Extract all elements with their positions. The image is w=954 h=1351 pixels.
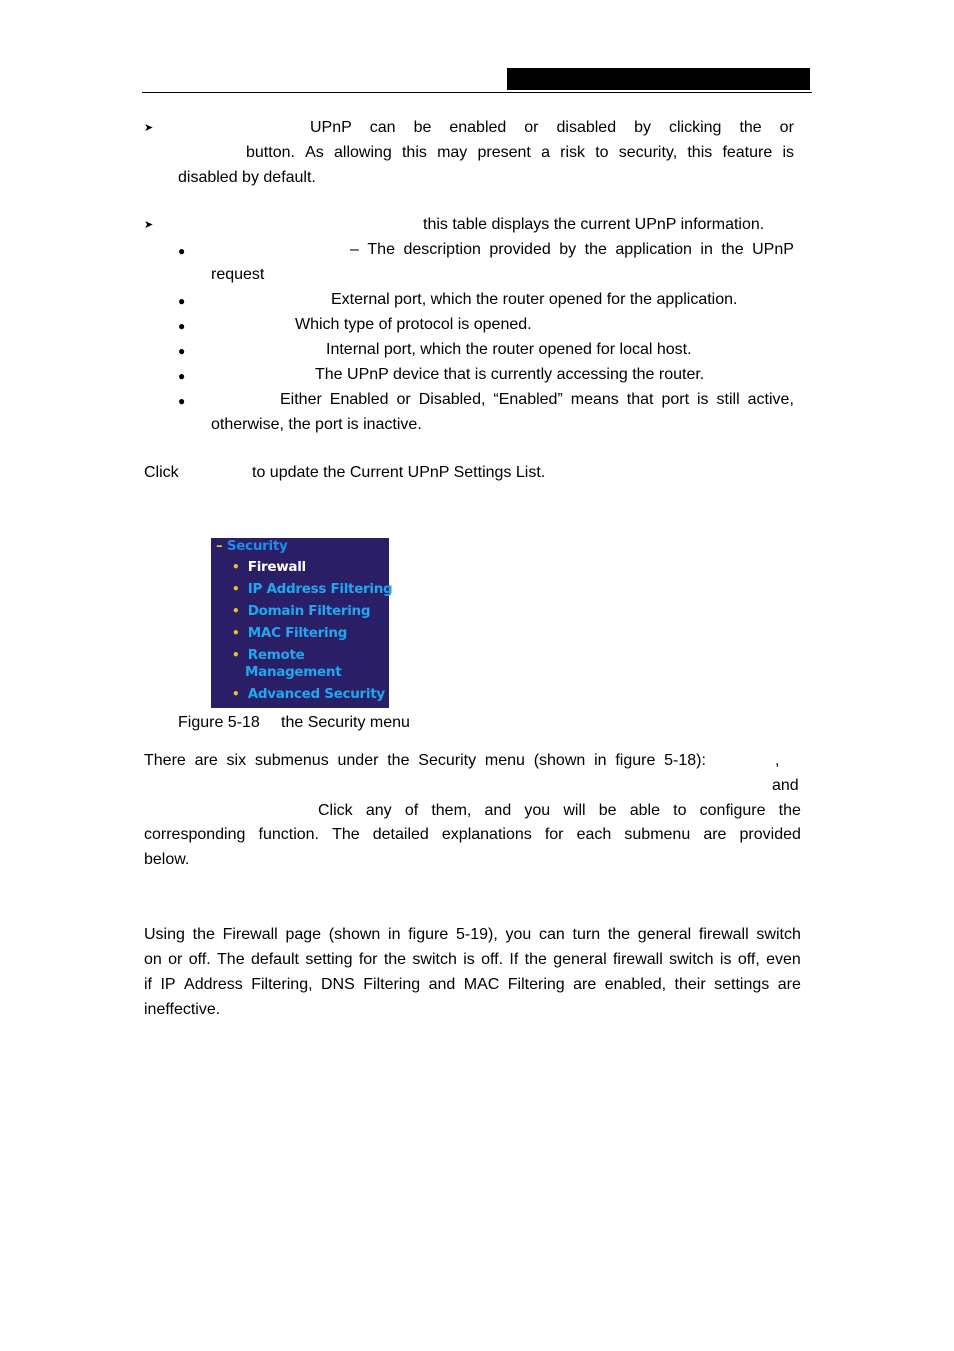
word: may: [437, 144, 468, 161]
word: the: [739, 119, 762, 136]
word: The: [217, 951, 245, 968]
word: you: [505, 926, 532, 943]
security-intro-line1: [144, 751, 706, 771]
arrow-bullet-icon: ➤: [144, 122, 154, 134]
word: are: [703, 826, 727, 843]
security-menu-header[interactable]: [216, 538, 288, 555]
menu-item-label: IP Address Filtering: [247, 581, 393, 597]
word: if: [144, 976, 152, 993]
word: able: [629, 802, 660, 819]
word: submenus: [254, 752, 329, 769]
word: to: [673, 802, 687, 819]
word: the: [524, 951, 547, 968]
word: Address: [184, 976, 243, 993]
word: IP: [160, 976, 176, 993]
word: 5-19),: [455, 926, 498, 943]
word: by: [559, 241, 577, 258]
word: the: [607, 926, 631, 943]
word: provided: [739, 826, 801, 843]
word: is: [782, 144, 794, 161]
upnp-protocol: Which type of protocol is opened.: [295, 316, 532, 333]
word: be: [413, 119, 432, 136]
upnp-ip-address: The UPnP device that is currently accessing the router.: [315, 366, 705, 383]
menu-item-firewall[interactable]: [232, 559, 306, 576]
word: explanations: [441, 826, 532, 843]
word: by: [634, 119, 651, 136]
upnp-status-line2: [246, 143, 794, 163]
word: (shown: [328, 926, 381, 943]
word: Security: [418, 752, 477, 769]
word: submenu: [624, 826, 691, 843]
menu-item-remote-management[interactable]: [232, 647, 304, 664]
word: in: [388, 926, 401, 943]
word: settings: [714, 976, 770, 993]
word: general: [553, 951, 607, 968]
word: security,: [618, 144, 678, 161]
word: are: [194, 752, 218, 769]
word: figure: [615, 752, 656, 769]
word: switch: [669, 951, 714, 968]
security-menu: [211, 538, 393, 708]
word: in: [700, 241, 713, 258]
word: –: [350, 241, 359, 258]
word: the: [387, 752, 410, 769]
word: allowing: [333, 144, 392, 161]
word: firewall: [698, 926, 749, 943]
word: feature: [722, 144, 773, 161]
word: disabled: [556, 119, 617, 136]
menu-item-label: MAC Filtering: [247, 625, 348, 641]
word: under: [337, 752, 379, 769]
word: enabled: [449, 119, 507, 136]
word: If: [509, 951, 519, 968]
bullet-dot-icon: •: [232, 687, 240, 701]
word: setting: [305, 951, 353, 968]
word: off.: [188, 951, 211, 968]
word: function.: [258, 826, 319, 843]
word: or: [524, 119, 539, 136]
word: MAC: [463, 976, 500, 993]
upnp-status-line1: [310, 118, 794, 138]
word: page: [285, 926, 322, 943]
word: to: [595, 144, 609, 161]
firewall-line3: [144, 975, 801, 995]
word: Using: [144, 926, 185, 943]
security-intro-line5: below.: [144, 851, 190, 868]
word: clicking: [668, 119, 722, 136]
word: even: [766, 951, 801, 968]
word: menu: [484, 752, 525, 769]
upnp-status-desc-line2: otherwise, the port is inactive.: [211, 416, 422, 433]
figure-caption: the Security menu: [281, 714, 410, 731]
word: or: [168, 951, 183, 968]
menu-item-remote-management-line2[interactable]: [245, 664, 341, 681]
word: general: [637, 926, 692, 943]
word: Click: [318, 802, 353, 819]
word: DNS: [321, 976, 355, 993]
bullet-dot-icon: •: [232, 582, 240, 596]
bullet-dot-icon: •: [232, 560, 240, 574]
word: switch: [412, 951, 457, 968]
word: As: [305, 144, 324, 161]
word: and: [484, 802, 512, 819]
click-prefix: Click: [144, 464, 179, 481]
arrow-bullet-icon: ➤: [144, 219, 154, 231]
word: each: [576, 826, 612, 843]
upnp-desc-line1: [350, 240, 794, 260]
bullet-icon: ●: [178, 244, 186, 258]
word: them,: [431, 802, 472, 819]
security-intro-and: and: [772, 777, 799, 794]
menu-item-label: Domain Filtering: [247, 603, 371, 619]
word: can: [539, 926, 565, 943]
upnp-external-port: External port, which the router opened for the application.: [331, 291, 738, 308]
word: UPnP: [752, 241, 794, 258]
bullet-icon: ●: [178, 394, 186, 408]
upnp-internal-port: Internal port, which the router opened for local host.: [326, 341, 692, 358]
word: provided: [489, 241, 551, 258]
word: for: [358, 951, 378, 968]
word: means: [570, 391, 619, 408]
word: UPnP: [310, 119, 352, 136]
word: button.: [246, 144, 295, 161]
word: are: [573, 976, 597, 993]
bullet-dot-icon: •: [232, 648, 240, 662]
word: or: [779, 119, 794, 136]
word: detailed: [372, 826, 429, 843]
word: figure: [408, 926, 449, 943]
word: are: [777, 976, 801, 993]
word: for: [544, 826, 564, 843]
word: of: [404, 802, 419, 819]
security-menu-title: Security: [226, 538, 288, 554]
word: is: [463, 951, 475, 968]
security-intro-line3: [318, 801, 801, 821]
word: that: [626, 391, 654, 408]
word: Filtering: [363, 976, 421, 993]
bullet-dot-icon: •: [232, 626, 240, 640]
word: “Enabled”: [493, 391, 563, 408]
word: the: [192, 926, 215, 943]
word: Disabled,: [418, 391, 486, 408]
word: the: [383, 951, 407, 968]
header-bar: [507, 68, 810, 90]
firewall-line1: [144, 925, 801, 945]
word: you: [524, 802, 551, 819]
word: or: [396, 391, 411, 408]
word: is: [697, 391, 709, 408]
upnp-list-intro: this table displays the current UPnP information.: [423, 216, 765, 233]
firewall-line2: [144, 950, 801, 970]
word: The: [367, 241, 395, 258]
upnp-desc-line2: request: [211, 266, 265, 283]
word: this: [401, 144, 427, 161]
word: a: [541, 144, 550, 161]
word: in: [594, 752, 607, 769]
word: default: [250, 951, 299, 968]
upnp-status-line3: disabled by default.: [178, 169, 316, 186]
word: risk: [560, 144, 586, 161]
word: still: [716, 391, 740, 408]
menu-item-domain-filtering[interactable]: [232, 603, 370, 620]
menu-item-advanced-security[interactable]: [232, 686, 385, 703]
word: can: [369, 119, 396, 136]
word: be: [598, 802, 617, 819]
upnp-status-desc-line1: [280, 390, 794, 410]
word: switch: [756, 926, 801, 943]
word: description: [403, 241, 481, 258]
bullet-icon: ●: [178, 294, 186, 308]
click-suffix: to update the Current UPnP Settings List.: [252, 464, 546, 481]
word: active,: [747, 391, 794, 408]
bullet-dot-icon: •: [232, 604, 240, 618]
word: 5-18):: [664, 752, 706, 769]
word: Filtering,: [251, 976, 313, 993]
bullet-icon: ●: [178, 344, 186, 358]
word: configure: [699, 802, 766, 819]
word: their: [674, 976, 706, 993]
bullet-icon: ●: [178, 319, 186, 333]
word: present: [477, 144, 531, 161]
word: Firewall: [222, 926, 278, 943]
word: on: [144, 951, 162, 968]
word: six: [226, 752, 247, 769]
menu-item-label: Management: [245, 664, 342, 680]
word: firewall: [612, 951, 663, 968]
menu-item-label: Advanced Security: [247, 686, 385, 702]
word: will: [563, 802, 586, 819]
word: turn: [572, 926, 601, 943]
header-rule: [142, 92, 812, 93]
figure-number: Figure 5-18: [178, 714, 260, 731]
word: Filtering: [507, 976, 565, 993]
bullet-icon: ●: [178, 369, 186, 383]
menu-item-ip-address-filtering[interactable]: [232, 581, 392, 598]
word: port: [661, 391, 690, 408]
word: the: [778, 802, 801, 819]
security-intro-line4: [144, 825, 801, 845]
word: Enabled: [329, 391, 389, 408]
collapse-minus-icon: –: [216, 538, 223, 554]
word: this: [687, 144, 713, 161]
word: There: [144, 752, 186, 769]
menu-item-mac-filtering[interactable]: [232, 625, 347, 642]
word: off,: [737, 951, 760, 968]
word: off.: [481, 951, 504, 968]
word: The: [332, 826, 360, 843]
word: and: [428, 976, 456, 993]
security-intro-comma: ,: [775, 752, 780, 769]
word: the: [721, 241, 744, 258]
menu-item-label: Remote: [247, 647, 305, 663]
word: corresponding: [144, 826, 246, 843]
menu-item-label: Firewall: [247, 559, 306, 575]
word: Either: [280, 391, 322, 408]
word: any: [365, 802, 392, 819]
word: enabled,: [604, 976, 667, 993]
word: the: [584, 241, 607, 258]
word: (shown: [533, 752, 586, 769]
word: application: [615, 241, 692, 258]
firewall-line4: ineffective.: [144, 1001, 221, 1018]
word: is: [719, 951, 732, 968]
